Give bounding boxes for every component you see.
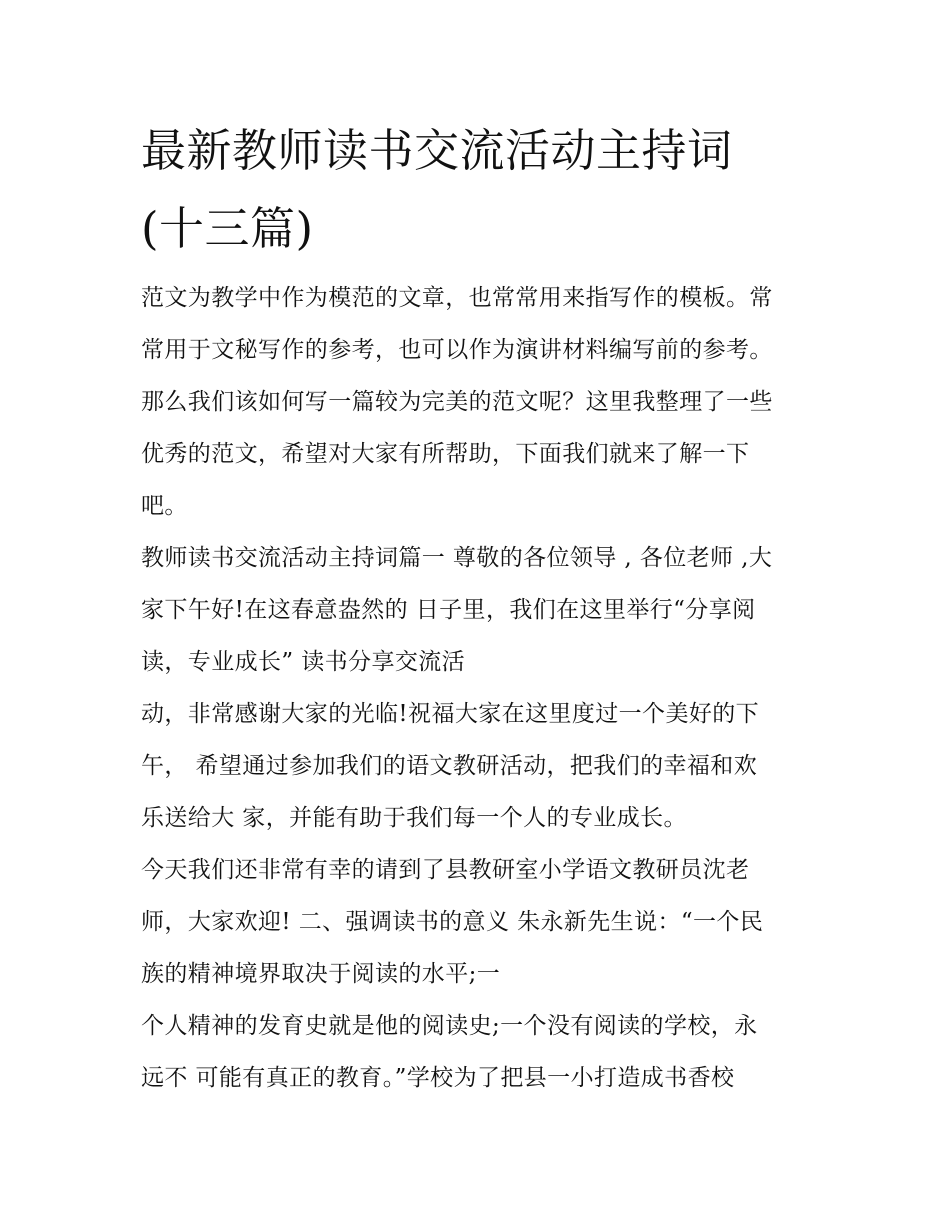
body-line: 午， 希望通过参加我们的语文教研活动，把我们的幸福和欢	[141, 753, 758, 779]
body-line: 读，专业成长” 读书分享交流活	[141, 649, 466, 675]
body-line: 那么我们该如何写一篇较为完美的范文呢？这里我整理了一些	[141, 389, 773, 415]
body-line: 教师读书交流活动主持词篇一 尊敬的各位领导 , 各位老师 ,大	[141, 545, 773, 571]
title-line-1: 最新教师读书交流活动主持词	[141, 124, 733, 177]
body-line: 族的精神境界取决于阅读的水平;一	[141, 961, 501, 987]
body-line: 今天我们还非常有幸的请到了县教研室小学语文教研员沈老	[141, 857, 750, 883]
body-line: 个人精神的发育史就是他的阅读史;一个没有阅读的学校，永	[141, 1013, 758, 1039]
document-body	[141, 272, 831, 1104]
body-line: 优秀的范文，希望对大家有所帮助，下面我们就来了解一下	[141, 441, 750, 467]
body-line: 常用于文秘写作的参考，也可以作为演讲材料编写前的参考。	[141, 337, 773, 363]
body-line: 家下午好!在这春意盎然的 日子里，我们在这里举行“分享阅	[141, 597, 756, 623]
body-line: 吧。	[141, 493, 188, 519]
document-title	[141, 112, 821, 268]
body-line: 乐送给大 家，并能有助于我们每一个人的专业成长。	[141, 805, 687, 831]
body-line: 范文为教学中作为模范的文章，也常常用来指写作的模板。常	[141, 285, 773, 311]
title-line-2: (十三篇)	[141, 202, 314, 255]
body-line: 师，大家欢迎! 二、强调读书的意义 朱永新先生说：“一个民	[141, 909, 764, 935]
body-line: 远不 可能有真正的教育。”学校为了把县一小打造成书香校	[141, 1065, 735, 1091]
body-line: 动，非常感谢大家的光临!祝福大家在这里度过一个美好的下	[141, 701, 760, 727]
